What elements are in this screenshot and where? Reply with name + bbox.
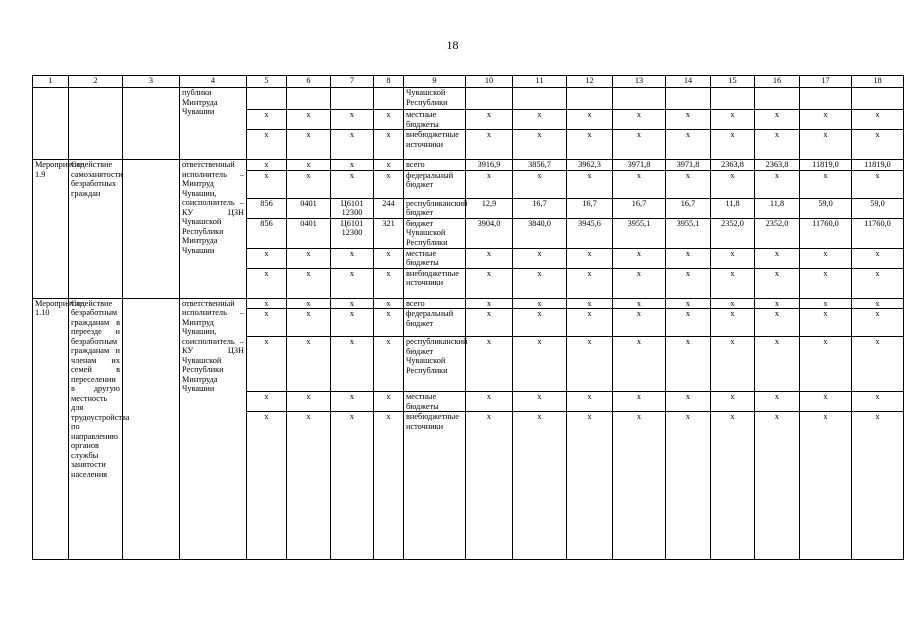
value-cell: х (800, 412, 852, 560)
section-code-cell: 0401 (287, 198, 331, 218)
grbs-code-cell: 856 (247, 198, 287, 218)
section-code-cell: х (287, 412, 331, 560)
value-cell: х (567, 110, 613, 130)
value-cell: 11,8 (755, 198, 800, 218)
value-cell: х (666, 412, 711, 560)
value-cell: 3856,7 (513, 160, 567, 171)
funding-source-cell: внебюджетные источники (404, 268, 466, 298)
value-cell: х (711, 337, 755, 392)
value-cell: х (466, 248, 513, 268)
section-code-cell: х (287, 248, 331, 268)
expense-type-cell: х (374, 130, 404, 160)
value-cell: х (800, 392, 852, 412)
target-article-cell: х (331, 110, 374, 130)
value-cell: 3904,0 (466, 218, 513, 248)
value-cell: х (852, 268, 904, 298)
event-id-cell (33, 88, 69, 160)
value-cell: х (513, 309, 567, 337)
value-cell: 3962,3 (567, 160, 613, 171)
header-cell: 7 (331, 76, 374, 88)
expense-type-cell: х (374, 268, 404, 298)
value-cell: х (711, 412, 755, 560)
value-cell (513, 88, 567, 110)
value-cell: х (711, 298, 755, 309)
grbs-code-cell: х (247, 248, 287, 268)
value-cell: 11760,0 (800, 218, 852, 248)
value-cell: 2352,0 (755, 218, 800, 248)
value-cell: х (666, 248, 711, 268)
value-cell: х (513, 110, 567, 130)
value-cell: х (613, 337, 666, 392)
expense-type-cell: х (374, 110, 404, 130)
value-cell: х (666, 337, 711, 392)
expense-type-cell: 321 (374, 218, 404, 248)
value-cell: х (513, 130, 567, 160)
value-cell: 59,0 (800, 198, 852, 218)
section-code-cell: х (287, 268, 331, 298)
value-cell: х (567, 309, 613, 337)
expense-type-cell (374, 88, 404, 110)
section-code-cell: х (287, 392, 331, 412)
value-cell: х (711, 268, 755, 298)
section-code-cell: 0401 (287, 218, 331, 248)
value-cell: 3955,1 (613, 218, 666, 248)
value-cell: х (755, 170, 800, 198)
value-cell: х (755, 248, 800, 268)
header-cell: 17 (800, 76, 852, 88)
value-cell: х (852, 130, 904, 160)
value-cell: 3840,0 (513, 218, 567, 248)
funding-source-cell: местные бюджеты (404, 248, 466, 268)
value-cell: х (755, 268, 800, 298)
value-cell: х (755, 412, 800, 560)
event-name-cell: Содействие безработным гражданам в переезде и безработным гражданам и членам их семей в переселении в другую местность для трудоустройства по направлению органов службы занятости населения (69, 298, 123, 560)
value-cell: х (852, 412, 904, 560)
table-row (33, 298, 904, 309)
funding-source-cell: федеральный бюджет (404, 309, 466, 337)
value-cell: х (513, 248, 567, 268)
value-cell: 11760,0 (852, 218, 904, 248)
funding-source-cell: местные бюджеты (404, 392, 466, 412)
grbs-code-cell (247, 88, 287, 110)
section-code-cell: х (287, 170, 331, 198)
value-cell: х (755, 298, 800, 309)
value-cell: х (852, 392, 904, 412)
grbs-code-cell: 856 (247, 218, 287, 248)
value-cell (567, 88, 613, 110)
event-name-cell: Содействие самозанятости безработных граждан (69, 160, 123, 299)
target-article-cell: х (331, 412, 374, 560)
expense-type-cell: х (374, 170, 404, 198)
value-cell: 3971,8 (613, 160, 666, 171)
header-cell: 11 (513, 76, 567, 88)
header-cell: 16 (755, 76, 800, 88)
funding-source-cell: внебюджетные источники (404, 412, 466, 560)
value-cell: х (613, 268, 666, 298)
value-cell (711, 88, 755, 110)
value-cell: х (800, 268, 852, 298)
executor-cell: ответственный исполнитель – Минтруд Чувашии, соисполнитель – КУ ЦЗН Чувашской Республики Минтруда Чувашии (180, 160, 247, 299)
funding-source-cell: бюджет Чувашской Республики (404, 218, 466, 248)
event-name-cell (69, 88, 123, 160)
funding-source-cell: всего (404, 298, 466, 309)
value-cell: х (513, 412, 567, 560)
grbs-code-cell: х (247, 392, 287, 412)
header-cell: 4 (180, 76, 247, 88)
funding-source-cell: республиканский бюджет Чувашской Республики (404, 337, 466, 392)
value-cell: х (513, 170, 567, 198)
header-cell: 18 (852, 76, 904, 88)
value-cell: х (466, 392, 513, 412)
value-cell: х (466, 412, 513, 560)
event-id-cell: Мероприятие 1.9 (33, 160, 69, 299)
value-cell: х (613, 412, 666, 560)
target-article-cell: х (331, 130, 374, 160)
value-cell: 3945,6 (567, 218, 613, 248)
expense-type-cell: х (374, 309, 404, 337)
expense-type-cell: х (374, 412, 404, 560)
program-cell (123, 88, 180, 160)
value-cell: х (613, 392, 666, 412)
value-cell: 12,9 (466, 198, 513, 218)
value-cell: х (513, 268, 567, 298)
value-cell: х (711, 130, 755, 160)
value-cell: х (800, 110, 852, 130)
header-cell: 6 (287, 76, 331, 88)
header-row (33, 76, 904, 88)
value-cell: х (852, 337, 904, 392)
value-cell: х (613, 170, 666, 198)
header-cell: 12 (567, 76, 613, 88)
section-code-cell: х (287, 130, 331, 160)
value-cell: х (567, 337, 613, 392)
value-cell (800, 88, 852, 110)
event-id-cell: Мероприятие 1.10 (33, 298, 69, 560)
value-cell: х (666, 309, 711, 337)
value-cell: х (567, 170, 613, 198)
header-cell: 9 (404, 76, 466, 88)
value-cell: х (852, 298, 904, 309)
funding-source-cell: федеральный бюджет (404, 170, 466, 198)
value-cell: х (711, 309, 755, 337)
value-cell: х (567, 248, 613, 268)
executor-cell: ответственный исполнитель – Минтруд Чувашии, соисполнитель – КУ ЦЗН Чувашской Республики Минтруда Чувашии (180, 298, 247, 560)
section-code-cell: х (287, 160, 331, 171)
value-cell: х (755, 337, 800, 392)
table-row (33, 88, 904, 110)
section-code-cell: х (287, 309, 331, 337)
target-article-cell: х (331, 309, 374, 337)
value-cell: х (567, 412, 613, 560)
value-cell: х (466, 130, 513, 160)
value-cell: 59,0 (852, 198, 904, 218)
table-row (33, 160, 904, 171)
header-cell: 3 (123, 76, 180, 88)
target-article-cell (331, 88, 374, 110)
grbs-code-cell: х (247, 110, 287, 130)
grbs-code-cell: х (247, 412, 287, 560)
program-cell (123, 298, 180, 560)
value-cell: х (567, 268, 613, 298)
section-code-cell: х (287, 337, 331, 392)
header-cell: 14 (666, 76, 711, 88)
value-cell: х (800, 298, 852, 309)
value-cell: х (711, 110, 755, 130)
value-cell: х (800, 130, 852, 160)
header-cell: 8 (374, 76, 404, 88)
header-cell: 2 (69, 76, 123, 88)
value-cell: х (852, 309, 904, 337)
expense-type-cell: х (374, 298, 404, 309)
value-cell: 16,7 (666, 198, 711, 218)
value-cell: 16,7 (613, 198, 666, 218)
target-article-cell: х (331, 268, 374, 298)
value-cell: х (711, 392, 755, 412)
grbs-code-cell: х (247, 130, 287, 160)
section-code-cell: х (287, 298, 331, 309)
value-cell: х (711, 248, 755, 268)
expense-type-cell: х (374, 392, 404, 412)
value-cell: х (567, 392, 613, 412)
value-cell: х (800, 337, 852, 392)
value-cell: х (466, 337, 513, 392)
grbs-code-cell: х (247, 170, 287, 198)
value-cell: х (466, 170, 513, 198)
funding-source-cell: местные бюджеты (404, 110, 466, 130)
value-cell (852, 88, 904, 110)
value-cell: х (466, 268, 513, 298)
value-cell: х (800, 309, 852, 337)
program-cell (123, 160, 180, 299)
value-cell: 11819,0 (852, 160, 904, 171)
header-cell: 10 (466, 76, 513, 88)
value-cell: х (613, 309, 666, 337)
value-cell: х (800, 248, 852, 268)
value-cell: х (567, 130, 613, 160)
value-cell: 2352,0 (711, 218, 755, 248)
grbs-code-cell: х (247, 268, 287, 298)
value-cell: 16,7 (513, 198, 567, 218)
header-cell: 15 (711, 76, 755, 88)
value-cell: 3916,9 (466, 160, 513, 171)
grbs-code-cell: х (247, 309, 287, 337)
target-article-cell: х (331, 170, 374, 198)
executor-cell: публики Минтруда Чувашии (180, 88, 247, 160)
value-cell: х (666, 170, 711, 198)
section-code-cell: х (287, 110, 331, 130)
target-article-cell: х (331, 298, 374, 309)
value-cell: 2363,8 (755, 160, 800, 171)
value-cell: 2363,8 (711, 160, 755, 171)
value-cell: х (666, 110, 711, 130)
value-cell (613, 88, 666, 110)
value-cell: х (666, 268, 711, 298)
value-cell: х (666, 130, 711, 160)
funding-source-cell: республиканский бюджет (404, 198, 466, 218)
expense-type-cell: х (374, 248, 404, 268)
funding-source-cell: внебюджетные источники (404, 130, 466, 160)
expense-type-cell: 244 (374, 198, 404, 218)
funding-source-cell: всего (404, 160, 466, 171)
value-cell: х (666, 298, 711, 309)
value-cell (466, 88, 513, 110)
header-cell: 1 (33, 76, 69, 88)
expense-type-cell: х (374, 337, 404, 392)
value-cell: 3971,8 (666, 160, 711, 171)
target-article-cell: х (331, 337, 374, 392)
value-cell: 16,7 (567, 198, 613, 218)
value-cell: х (666, 392, 711, 412)
value-cell: х (567, 298, 613, 309)
value-cell: х (852, 110, 904, 130)
value-cell: х (513, 392, 567, 412)
grbs-code-cell: х (247, 298, 287, 309)
value-cell: х (800, 170, 852, 198)
value-cell: х (711, 170, 755, 198)
expense-type-cell: х (374, 160, 404, 171)
value-cell: х (755, 392, 800, 412)
value-cell: х (613, 110, 666, 130)
target-article-cell: х (331, 392, 374, 412)
value-cell: х (755, 110, 800, 130)
budget-table (32, 75, 904, 560)
value-cell (666, 88, 711, 110)
grbs-code-cell: х (247, 337, 287, 392)
value-cell: х (513, 337, 567, 392)
value-cell: х (613, 130, 666, 160)
value-cell: х (513, 298, 567, 309)
target-article-cell: х (331, 160, 374, 171)
value-cell: х (613, 248, 666, 268)
section-code-cell (287, 88, 331, 110)
funding-source-cell: Чувашской Республики (404, 88, 466, 110)
page-number: 18 (446, 38, 459, 52)
value-cell: 11,8 (711, 198, 755, 218)
target-article-cell: Ц6101 12300 (331, 198, 374, 218)
value-cell: 3955,1 (666, 218, 711, 248)
target-article-cell: х (331, 248, 374, 268)
value-cell: 11819,0 (800, 160, 852, 171)
header-cell: 5 (247, 76, 287, 88)
target-article-cell: Ц6101 12300 (331, 218, 374, 248)
grbs-code-cell: х (247, 160, 287, 171)
value-cell: х (852, 248, 904, 268)
value-cell (755, 88, 800, 110)
header-cell: 13 (613, 76, 666, 88)
value-cell: х (613, 298, 666, 309)
value-cell: х (755, 309, 800, 337)
value-cell: х (466, 110, 513, 130)
value-cell: х (755, 130, 800, 160)
value-cell: х (466, 298, 513, 309)
value-cell: х (852, 170, 904, 198)
value-cell: х (466, 309, 513, 337)
